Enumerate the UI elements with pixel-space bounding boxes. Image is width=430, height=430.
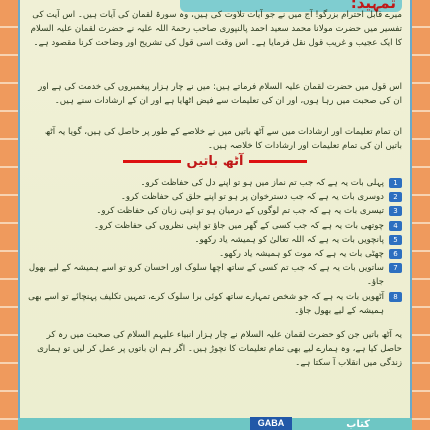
- point-text: پہلی بات یہ ہے کہ جب تم نماز میں ہو تو اپنے دل کی حفاظت کرو۔: [140, 178, 384, 188]
- document-page: [18, 0, 412, 430]
- point-text: پانچویں بات یہ ہے کہ اللہ تعالیٰ کو ہمیشہ یاد رکھو۔: [194, 234, 384, 245]
- list-item: [28, 204, 402, 218]
- point-text: چھٹی بات یہ ہے کہ موت کو ہمیشہ یاد رکھو۔: [219, 249, 384, 260]
- list-item: [28, 290, 402, 318]
- point-text: تیسری بات یہ ہے کہ جب تم لوگوں کے درمیان ہو تو اپنی زبان کی حفاظت کرو۔: [96, 206, 384, 217]
- section-heading: [28, 155, 402, 169]
- number-badge: 6: [389, 249, 402, 259]
- footer-text: کتاب: [346, 419, 370, 430]
- border-left: [0, 0, 18, 430]
- list-item: [28, 261, 402, 289]
- number-badge: 5: [389, 235, 402, 245]
- point-text: آٹھویں بات یہ ہے کہ جو شخص تمہارے ساتھ کوئی برا سلوک کرے، تمہیں تکلیف پہنچائے تو اسے بھی ہمیشہ کے لیے بھول جاؤ۔: [28, 291, 384, 316]
- quote-paragraph: اس قول میں حضرت لقمان علیہ السلام فرماتے ہیں: میں نے چار ہزار پیغمبروں کی خدمت کی ہے اور ان کی صحبت میں رہا ہوں، اور ان کی تعلیمات سے فیض اٹھایا ہے اور ان کے ارشادات سنے ہیں۔: [38, 82, 402, 107]
- list-item: [28, 233, 402, 247]
- point-text: چوتھی بات یہ ہے کہ جب کسی کے گھر میں جاؤ تو اپنی نظروں کی حفاظت کرو۔: [94, 220, 384, 231]
- number-badge: 7: [389, 263, 402, 273]
- points-list: [28, 176, 402, 318]
- heading-rule: [123, 160, 181, 163]
- document-body: [28, 0, 402, 430]
- number-badge: 3: [389, 206, 402, 216]
- page-title: تمہید:: [350, 0, 396, 12]
- intro-paragraph: میرے قابل احترام بزرگو! آج میں نے جو آیات تلاوت کی ہیں، وہ سورۃ لقمان کی آیات ہیں۔ اس آیت کی تفسیر میں حضرت مولانا محمد سعید احمد پالنپوری صاحب رحمۃ اللہ علیہ نے حضرت لقمان علیہ السلام کا ایک عجیب و غریب قول نقل فرمایا ہے۔ اس وقت اسی قول کی تشریح اور وضاحت کرنا مقصود ہے۔: [30, 10, 402, 49]
- list-item: [28, 247, 402, 261]
- list-item: [28, 176, 402, 190]
- list-item: [28, 219, 402, 233]
- heading-rule: [249, 160, 307, 163]
- publisher-logo: GABA: [250, 417, 292, 430]
- number-badge: 8: [389, 292, 402, 302]
- number-badge: 1: [389, 178, 402, 188]
- point-text: ساتویں بات یہ ہے کہ جب تم کسی کے ساتھ اچھا سلوک اور احسان کرو تو اسے ہمیشہ کے لیے بھول جاؤ۔: [28, 263, 384, 288]
- section-heading-text: آٹھ باتیں: [186, 154, 244, 169]
- border-right: [412, 0, 430, 430]
- point-text: دوسری بات یہ ہے کہ جب دسترخوان پر ہو تو اپنے حلق کی حفاظت کرو۔: [120, 192, 384, 203]
- number-badge: 4: [389, 221, 402, 231]
- number-badge: 2: [389, 192, 402, 202]
- list-item: [28, 190, 402, 204]
- summary-paragraph: ان تمام تعلیمات اور ارشادات میں سے آٹھ باتیں میں نے خلاصے کے طور پر حاصل کی ہیں، گویا یہ آٹھ باتیں ان کی تمام تعلیمات اور ارشادات کا خلاصہ ہیں۔: [44, 127, 402, 152]
- closing-paragraph: یہ آٹھ باتیں جن کو حضرت لقمان علیہ السلام نے چار ہزار انبیاء علیہم السلام کی صحبت میں رہ کر حاصل کیا ہے، وہ ہمارے لیے بھی تمام تعلیمات کا نچوڑ ہیں۔ اگر ہم ان باتوں پر عمل کر لیں تو ہماری زندگی میں انقلاب آ سکتا ہے۔: [37, 330, 402, 369]
